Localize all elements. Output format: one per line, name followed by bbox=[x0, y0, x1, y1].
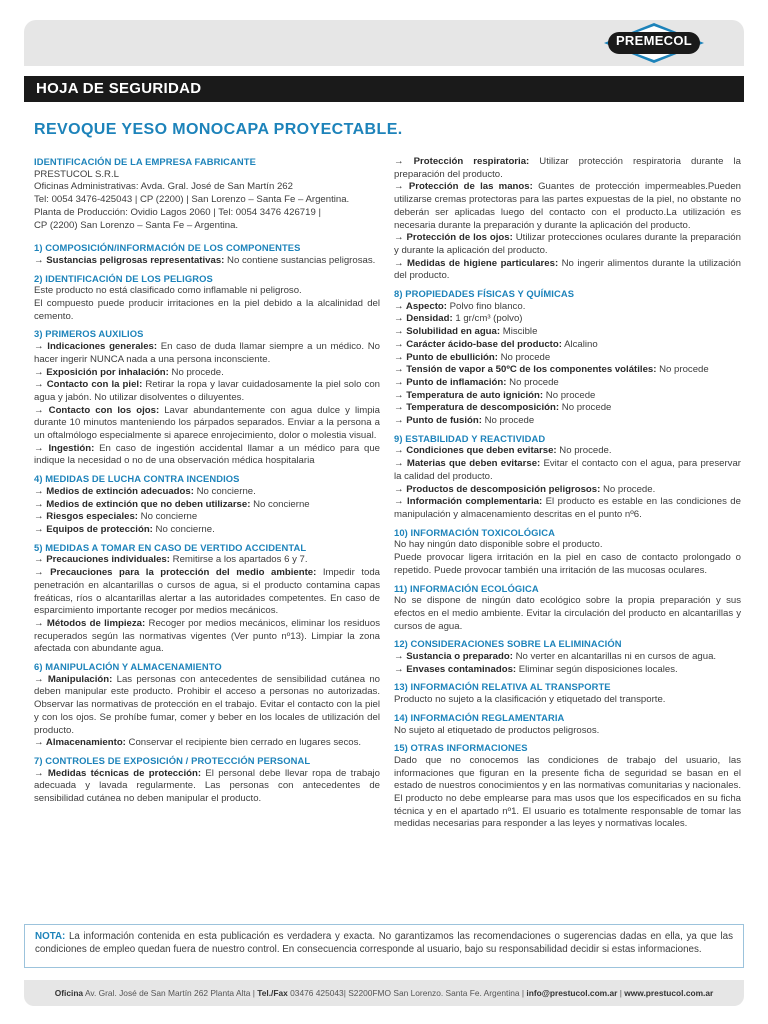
list-item: → Densidad: 1 gr/cm³ (polvo) bbox=[394, 313, 523, 325]
list-item: → Productos de descomposición peligrosos: No procede. bbox=[394, 483, 656, 495]
arrow-icon: → bbox=[394, 338, 407, 350]
section-title: IDENTIFICACIÓN DE LA EMPRESA FABRICANTE bbox=[34, 156, 256, 167]
arrow-icon: → bbox=[394, 351, 407, 363]
section-title: 13) INFORMACIÓN RELATIVA AL TRANSPORTE bbox=[394, 681, 611, 693]
arrow-icon: → bbox=[394, 232, 407, 244]
section-12 bbox=[394, 638, 741, 676]
arrow-icon: → bbox=[394, 376, 407, 388]
section-13 bbox=[394, 681, 741, 706]
right-column bbox=[394, 156, 741, 836]
section-7-continued bbox=[394, 156, 741, 283]
section-title: 1) COMPOSICIÓN/INFORMACIÓN DE LOS COMPONENTES bbox=[34, 242, 301, 254]
arrow-icon: → bbox=[34, 737, 46, 749]
arrow-icon: → bbox=[394, 651, 407, 663]
arrow-icon: → bbox=[394, 257, 408, 269]
company-section bbox=[34, 156, 380, 232]
list-item: → Contacto con los ojos: Lavar abundantemente con agua dulce y limpia durante 10 minutos manteniendo los párpados separados. Enviar a la persona a un oftalmólogo especialmente si aparece enrojecimiento, dolor o molestia visual. bbox=[34, 404, 381, 442]
footer-email-link[interactable]: info@prestucol.com.ar bbox=[526, 988, 618, 998]
footer-tel-text: 03476 425043| S2200FMO San Lorenzo. Santa Fe. Argentina | bbox=[290, 988, 525, 998]
section-15 bbox=[394, 742, 741, 831]
paragraph: Producto no sujeto a la clasificación y etiquetado del transporte. bbox=[394, 694, 666, 706]
section-6 bbox=[34, 661, 380, 750]
list-item: → Solubilidad en agua: Miscible bbox=[394, 326, 538, 338]
arrow-icon: → bbox=[34, 767, 48, 779]
section-title: 4) MEDIDAS DE LUCHA CONTRA INCENDIOS bbox=[34, 473, 240, 485]
arrow-icon: → bbox=[394, 483, 407, 495]
list-item: → Almacenamiento: Conservar el recipiente bien cerrado en lugares secos. bbox=[34, 737, 362, 749]
section-title: 8) PROPIEDADES FÍSICAS Y QUÍMICAS bbox=[394, 288, 575, 300]
paragraph: Puede provocar ligera irritación en la piel en caso de contacto prolongado o repetido. Puede provocar también una irritación de las mucosas oculares. bbox=[394, 552, 741, 576]
list-item: → Carácter ácido-base del producto: Alcalino bbox=[394, 338, 598, 350]
footer-web-link[interactable]: www.prestucol.com.ar bbox=[624, 988, 714, 998]
arrow-icon: → bbox=[34, 341, 48, 353]
list-item: → Protección de los ojos: Utilizar protecciones oculares durante la preparación y durante la aplicación del producto. bbox=[394, 232, 741, 256]
arrow-icon: → bbox=[394, 181, 409, 193]
list-item: → Información complementaria: El producto es estable en las condiciones de manipulación y almacenamiento descritas en el punto nº6. bbox=[394, 496, 741, 520]
footer-separator: | bbox=[619, 988, 622, 998]
paragraph: Dado que no conocemos las condiciones de trabajo del usuario, las informaciones que figuran en la presente ficha de seguridad se basan en el estado de nuestros conocimientos y en las normativas comunitarias y nacionales. El producto no debe emplearse para mas usos que los especificados en su ficha técnica y en el apartado nº1. El usuario es totalmente responsable de tomar las medidas necesarias para responder a las leyes y normativas locales. bbox=[394, 754, 741, 830]
note-text: La información contenida en esta publicación es verdadera y exacta. No garantizamos las recomendaciones o sugerencias dadas en ella, ya que las condiciones de empleo quedan fuera de nuestro control. En consecuencia corresponde al usuario, bajo su responsabilidad decidir si estas informaciones. bbox=[35, 931, 733, 955]
section-title: 15) OTRAS INFORMACIONES bbox=[394, 742, 528, 754]
list-item: → Protección respiratoria: Utilizar protección respiratoria durante la preparación del producto. bbox=[394, 156, 742, 180]
section-3 bbox=[34, 328, 380, 468]
list-item: → Manipulación: Las personas con antecedentes de sensibilidad cutánea no deben manipular este producto. Prohibir el acceso a personas no autorizadas. Observar las normativas de protección en el trabajo. Evitar el contacto con la piel y con los ojos. Se prohíbe fumar, comer y beber en los locales de utilización del producto. bbox=[34, 673, 381, 736]
list-item: → Punto de ebullición: No procede bbox=[394, 351, 551, 363]
section-8 bbox=[394, 288, 741, 428]
arrow-icon: → bbox=[394, 313, 407, 325]
arrow-icon: → bbox=[394, 389, 407, 401]
section-title: 5) MEDIDAS A TOMAR EN CASO DE VERTIDO ACCIDENTAL bbox=[34, 541, 307, 553]
section-7 bbox=[34, 755, 380, 806]
arrow-icon: → bbox=[34, 379, 47, 391]
list-item: → Condiciones que deben evitarse: No procede. bbox=[394, 445, 612, 457]
section-title: 3) PRIMEROS AUXILIOS bbox=[34, 328, 144, 340]
list-item: → Métodos de limpieza: Recoger por medios mecánicos, eliminar los residuos recuperados según las normativas vigentes (Ver punto nº13). Limpiar la zona afectada con abundante agua. bbox=[34, 617, 381, 655]
list-item: → Precauciones para la protección del medio ambiente: Impedir toda penetración en alcantarillas o cursos de agua, si el producto contamina capas freáticas, ríos o alcantarillas alertar a las autoridades competentes. En caso de esparcimiento importante recoger por medios mecánicos. bbox=[34, 567, 381, 617]
top-banner bbox=[24, 20, 744, 66]
arrow-icon: → bbox=[34, 498, 47, 510]
paragraph: No se dispone de ningún dato ecológico sobre la propia preparación y sus efectos en el medio ambiente. Evitar la circulación del producto en alcantarillas y cursos de agua. bbox=[394, 595, 741, 632]
company-plant-2: CP (2200) San Lorenzo – Santa Fe – Argentina. bbox=[34, 219, 239, 231]
arrow-icon: → bbox=[34, 567, 51, 579]
arrow-icon: → bbox=[34, 617, 47, 629]
footer-office-label: Oficina bbox=[54, 988, 84, 998]
arrow-icon: → bbox=[34, 673, 48, 685]
arrow-icon: → bbox=[394, 364, 407, 376]
paragraph: El compuesto puede producir irritaciones en la piel debido a la alcalinidad del cemento. bbox=[34, 298, 380, 322]
paragraph: No hay ningún dato disponible sobre el producto. bbox=[394, 539, 603, 551]
paragraph: Este producto no está clasificado como inflamable ni peligroso. bbox=[34, 285, 302, 297]
list-item: → Equipos de protección: No concierne. bbox=[34, 523, 215, 535]
arrow-icon: → bbox=[394, 496, 408, 508]
list-item: → Medios de extinción adecuados: No concierne. bbox=[34, 485, 256, 497]
arrow-icon: → bbox=[34, 442, 49, 454]
arrow-icon: → bbox=[394, 326, 407, 338]
list-item: → Temperatura de auto ignición: No procede bbox=[394, 389, 596, 401]
arrow-icon: → bbox=[34, 511, 47, 523]
section-2 bbox=[34, 273, 380, 324]
arrow-icon: → bbox=[34, 366, 47, 378]
list-item: → Materias que deben evitarse: Evitar el contacto con el agua, para preservar la calidad del producto. bbox=[394, 458, 741, 482]
list-item: → Medidas técnicas de protección: El personal debe llevar ropa de trabajo adecuada y lavada regularmente. Las personas con antecedentes de sensibilidad cutánea no deben manipular el producto. bbox=[34, 767, 380, 805]
document-band bbox=[24, 76, 744, 102]
list-item: → Indicaciones generales: En caso de duda llamar siempre a un médico. No hacer ingerir NUNCA nada a una persona inconsciente. bbox=[34, 341, 381, 365]
section-11 bbox=[394, 583, 741, 634]
list-item: → Contacto con la piel: Retirar la ropa y lavar cuidadosamente la piel solo con agua y jabón. No utilizar disolventes o diluyentes. bbox=[34, 379, 381, 403]
section-title: 2) IDENTIFICACIÓN DE LOS PELIGROS bbox=[34, 272, 213, 284]
arrow-icon: → bbox=[394, 415, 407, 427]
section-title: 9) ESTABILIDAD Y REACTIVIDAD bbox=[394, 432, 546, 444]
list-item: → Sustancia o preparado: No verter en alcantarillas ni en cursos de agua. bbox=[394, 651, 717, 663]
footer-office-text: Av. Gral. José de San Martín 262 Planta Alta | bbox=[84, 988, 255, 998]
section-title: 11) INFORMACIÓN ECOLÓGICA bbox=[394, 582, 539, 594]
disclaimer-note bbox=[24, 924, 744, 968]
section-4 bbox=[34, 473, 380, 537]
section-10 bbox=[394, 527, 741, 578]
list-item: → Protección de las manos: Guantes de protección impermeables.Pueden utilizarse cremas protectoras para las partes expuestas de la piel, no obstante no deberán ser aplicadas luego del contacto con el producto.La utilización es necesaria durante la preparación y durante la aplicación del producto. bbox=[394, 181, 741, 231]
list-item: → Aspecto: Polvo fino blanco. bbox=[394, 300, 526, 312]
product-title: REVOQUE YESO MONOCAPA PROYECTABLE. bbox=[34, 121, 403, 138]
band-title: HOJA DE SEGURIDAD bbox=[36, 80, 202, 97]
list-item: → Envases contaminados: Eliminar según disposiciones locales. bbox=[394, 663, 678, 675]
company-phones: Tel: 0054 3476-425043 | CP (2200) | San Lorenzo – Santa Fe – Argentina. bbox=[34, 194, 350, 206]
arrow-icon: → bbox=[394, 445, 407, 457]
company-offices: Oficinas Administrativas: Avda. Gral. José de San Martín 262 bbox=[34, 181, 293, 193]
arrow-icon: → bbox=[34, 523, 47, 535]
note-label: NOTA: bbox=[35, 931, 66, 942]
arrow-icon: → bbox=[34, 485, 47, 497]
arrow-icon: → bbox=[394, 300, 406, 312]
section-9 bbox=[394, 433, 741, 522]
footer-tel-label: Tel./Fax bbox=[257, 988, 288, 998]
list-item: → Ingestión: En caso de ingestión accidental llamar a un médico para que indique la necesidad o no de una observación médica hospitalaria bbox=[34, 442, 380, 467]
arrow-icon: → bbox=[34, 404, 49, 416]
paragraph: No sujeto al etiquetado de productos peligrosos. bbox=[394, 724, 600, 736]
section-5 bbox=[34, 542, 380, 656]
list-item: → Precauciones individuales: Remitirse a los apartados 6 y 7. bbox=[34, 554, 308, 566]
left-column bbox=[34, 156, 380, 811]
list-item: → Tensión de vapor a 50ºC de los componentes volátiles: No procede bbox=[394, 364, 709, 376]
section-title: 6) MANIPULACIÓN Y ALMACENAMIENTO bbox=[34, 661, 222, 673]
list-item: → Medios de extinción que no deben utilizarse: No concierne bbox=[34, 498, 310, 510]
section-1 bbox=[34, 242, 380, 267]
arrow-icon: → bbox=[394, 458, 407, 470]
arrow-icon: → bbox=[394, 156, 414, 167]
list-item: → Exposición por inhalación: No procede. bbox=[34, 366, 224, 378]
logo-text: PREMECOL bbox=[615, 33, 693, 48]
arrow-icon: → bbox=[34, 254, 47, 266]
company-name: PRESTUCOL S.R.L bbox=[34, 168, 119, 180]
list-item: → Temperatura de descomposición: No procede bbox=[394, 402, 612, 414]
section-title: 10) INFORMACIÓN TOXICOLÓGICA bbox=[394, 526, 555, 538]
arrow-icon: → bbox=[34, 554, 47, 566]
list-item: → Punto de fusión: No procede bbox=[394, 415, 535, 427]
section-title: 12) CONSIDERACIONES SOBRE LA ELIMINACIÓN bbox=[394, 638, 622, 650]
list-item: → Sustancias peligrosas representativas: No contiene sustancias peligrosas. bbox=[34, 254, 376, 266]
footer bbox=[24, 980, 744, 1006]
company-plant: Planta de Producción: Ovidio Lagos 2060 | Tel: 0054 3476 426719 | bbox=[34, 206, 321, 218]
premecol-logo bbox=[594, 22, 714, 64]
arrow-icon: → bbox=[394, 402, 407, 414]
section-title: 14) INFORMACIÓN REGLAMENTARIA bbox=[394, 711, 565, 723]
section-title: 7) CONTROLES DE EXPOSICIÓN / PROTECCIÓN PERSONAL bbox=[34, 754, 311, 766]
arrow-icon: → bbox=[394, 663, 407, 675]
section-14 bbox=[394, 712, 741, 737]
list-item: → Punto de inflamación: No procede bbox=[394, 376, 559, 388]
list-item: → Medidas de higiene particulares: No ingerir alimentos durante la utilización del producto. bbox=[394, 257, 741, 282]
list-item: → Riesgos especiales: No concierne bbox=[34, 511, 198, 523]
